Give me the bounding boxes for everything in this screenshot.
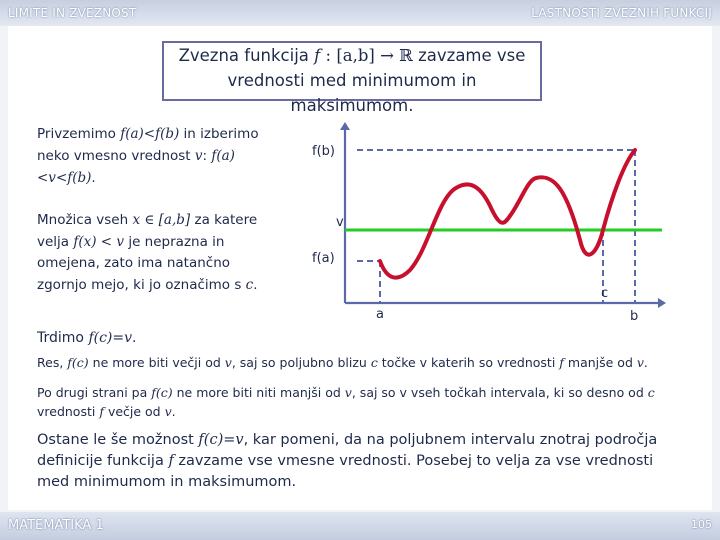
footer-bar xyxy=(0,512,720,540)
supremum-paragraph: Množica vseh x ∈ [a,b] za katere velja f(x) < v je neprazna in omejena, zato ima natančno zgornjo mejo, ki jo označimo s c. xyxy=(37,212,258,293)
course-title: MATEMATIKA 1 xyxy=(8,518,104,533)
x-axis-arrow-icon xyxy=(658,298,666,308)
claim-paragraph: Trdimo f(c)=v. xyxy=(37,330,137,346)
function-curve xyxy=(380,150,635,278)
label-v: v xyxy=(336,215,344,230)
label-a: a xyxy=(376,307,384,322)
theorem-line-2: vrednosti med minimumom in maksimumom. xyxy=(227,71,477,115)
conclusion-paragraph: Ostane le še možnost f(c)=v, kar pomeni, da na poljubnem intervalu znotraj področja definicije funkcija f zavzame vse vmesne vrednosti. Posebej to velja za vse vrednosti med minimumom in maksimumom. xyxy=(37,432,658,490)
y-axis-arrow-icon xyxy=(340,122,350,130)
assumption-paragraph: Privzemimo f(a)<f(b) in izberimo neko vmesno vrednost v: f(a)<v<f(b). xyxy=(37,126,259,186)
theorem-box xyxy=(162,41,542,115)
header-bar xyxy=(0,0,720,26)
label-c: c xyxy=(601,286,609,301)
slide-topic-title: LASTNOSTI ZVEZNIH FUNKCIJ xyxy=(531,6,712,20)
theorem-line-1: Zvezna funkcija f : [a,b] → ℝ zavzame vse xyxy=(178,46,526,65)
section-title: LIMITE IN ZVEZNOST xyxy=(8,6,137,20)
label-fb: f(b) xyxy=(312,144,335,159)
argument-paragraph-2: Po drugi strani pa f(c) ne more biti niti manjši od v, saj so v vseh točkah intervala, ki so desno od c vrednosti f večje od v. xyxy=(37,385,655,419)
function-graph xyxy=(300,118,680,323)
page-number: 105 xyxy=(691,518,712,531)
label-b: b xyxy=(630,309,639,323)
label-fa: f(a) xyxy=(312,251,335,266)
argument-paragraph-1: Res, f(c) ne more biti večji od v, saj so poljubno blizu c točke v katerih so vrednosti f manjše od v. xyxy=(37,355,648,370)
